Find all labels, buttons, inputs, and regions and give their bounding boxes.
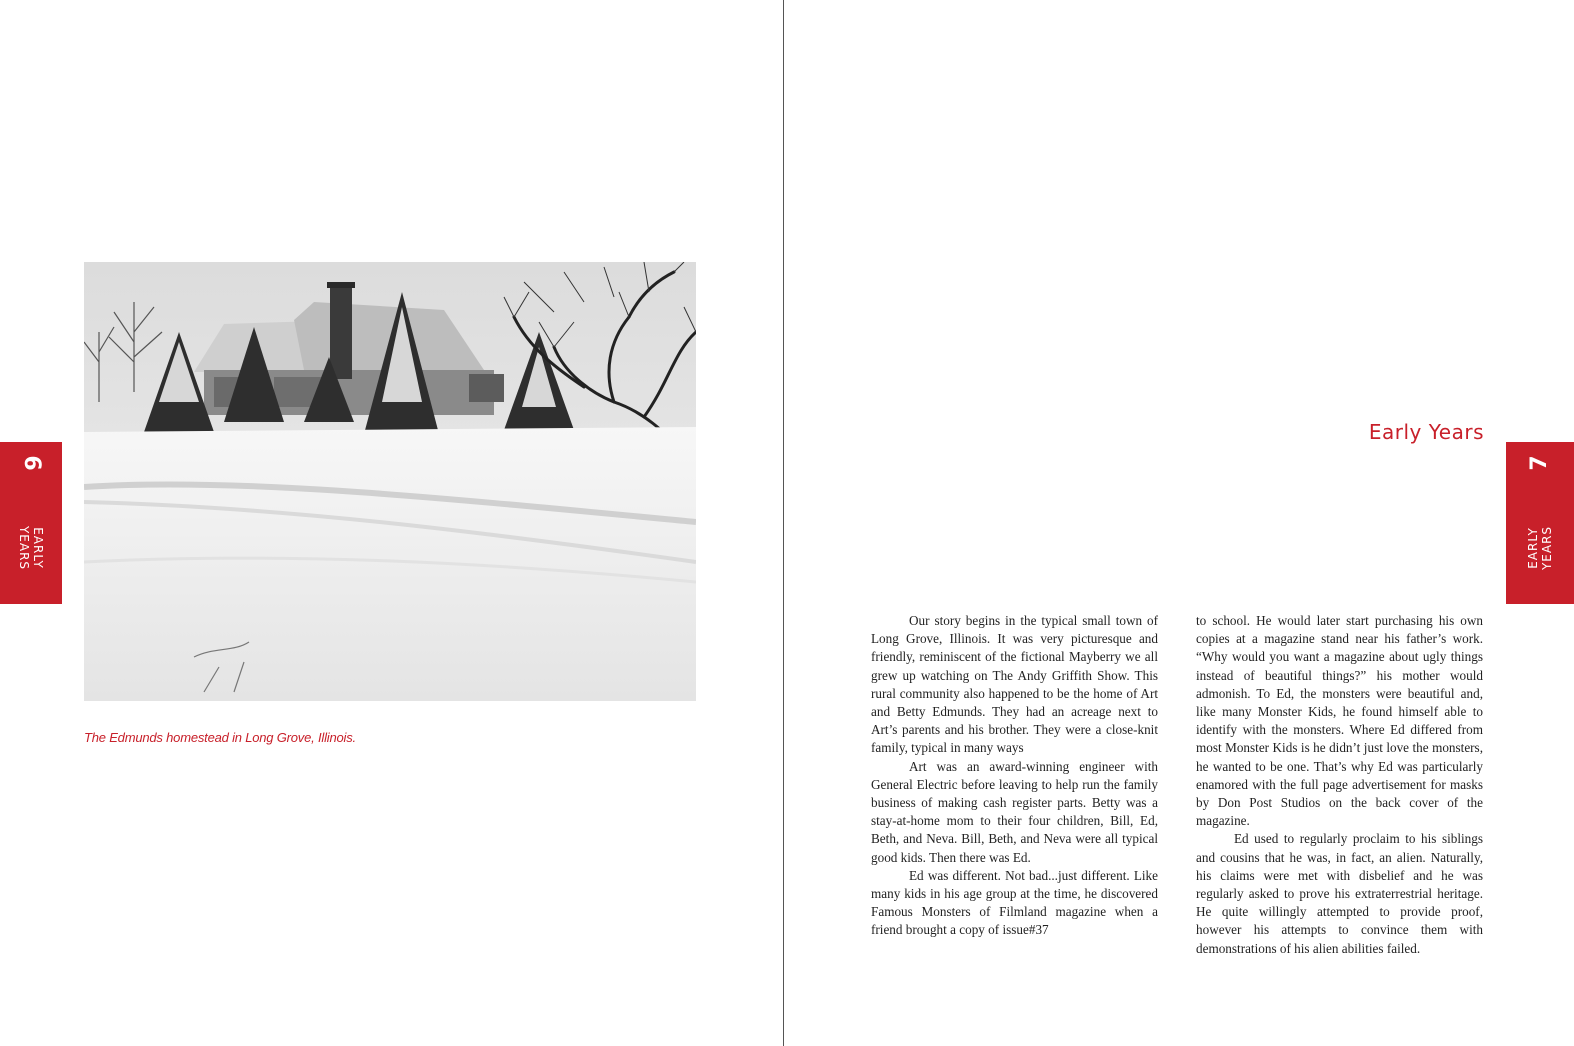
- left-section-tab: [0, 442, 62, 604]
- paragraph: Art was an award-winning engineer with General Electric before leaving to help run the family business of making cash register parts. Betty was a stay-at-home mom to their four children, Bill, Ed, Beth, and Neva. Bill, Beth, and Neva were all typical good kids. Then there was Ed.: [871, 758, 1158, 865]
- homestead-photo: [84, 262, 696, 701]
- photo-caption: The Edmunds homestead in Long Grove, Illinois.: [84, 730, 356, 745]
- paragraph: Our story begins in the typical small town of Long Grove, Illinois. It was very picturesque and friendly, reminiscent of the fictional Mayberry we all grew up watching on The Andy Griffith Show. This rural community also happened to be the home of Art and Betty Edmunds. They had an acreage next to Art’s parents and his brother. They were a close-knit family, typical in many ways: [871, 613, 1158, 756]
- right-page-number: 7: [1527, 455, 1552, 471]
- chapter-title: Early Years: [1368, 420, 1484, 444]
- paragraph: Ed was different. Not bad...just different. Like many kids in his age group at the time, he discovered Famous Monsters of Filmland magazine when a friend brought a copy of issue#37: [871, 867, 1158, 938]
- left-section-label: EARLY YEARS: [17, 525, 45, 571]
- right-section-tab: [1506, 442, 1574, 604]
- left-page-number: 6: [19, 455, 44, 471]
- paragraph: to school. He would later start purchasing his own copies at a magazine stand near his father’s work. “Why would you want a magazine about ugly things instead of beautiful things?” his mother would admonish. To Ed, the monsters were beautiful and, like many Monster Kids, he found himself able to identify with the monsters. Where Ed differed from most Monster Kids is he didn’t just love the monsters, he wanted to be one. That’s why Ed was particularly enamored with the full page advertisement for masks by Don Post Studios on the back cover of the magazine.: [1196, 613, 1483, 829]
- text-column-2: [1196, 612, 1483, 958]
- paragraph: Ed used to regularly proclaim to his siblings and cousins that he was, in fact, an alien. Naturally, his claims were met with disbelief and he was regularly asked to prove his extraterrestrial heritage. He quite willingly attempted to provide proof, however his attempts to convince them with demonstrations of his alien abilities failed.: [1196, 831, 1483, 956]
- text-column-1: [871, 612, 1158, 940]
- snowy-house-photo-icon: [84, 262, 696, 701]
- right-section-label: EARLY YEARS: [1526, 525, 1554, 571]
- book-spine-divider: [783, 0, 784, 1046]
